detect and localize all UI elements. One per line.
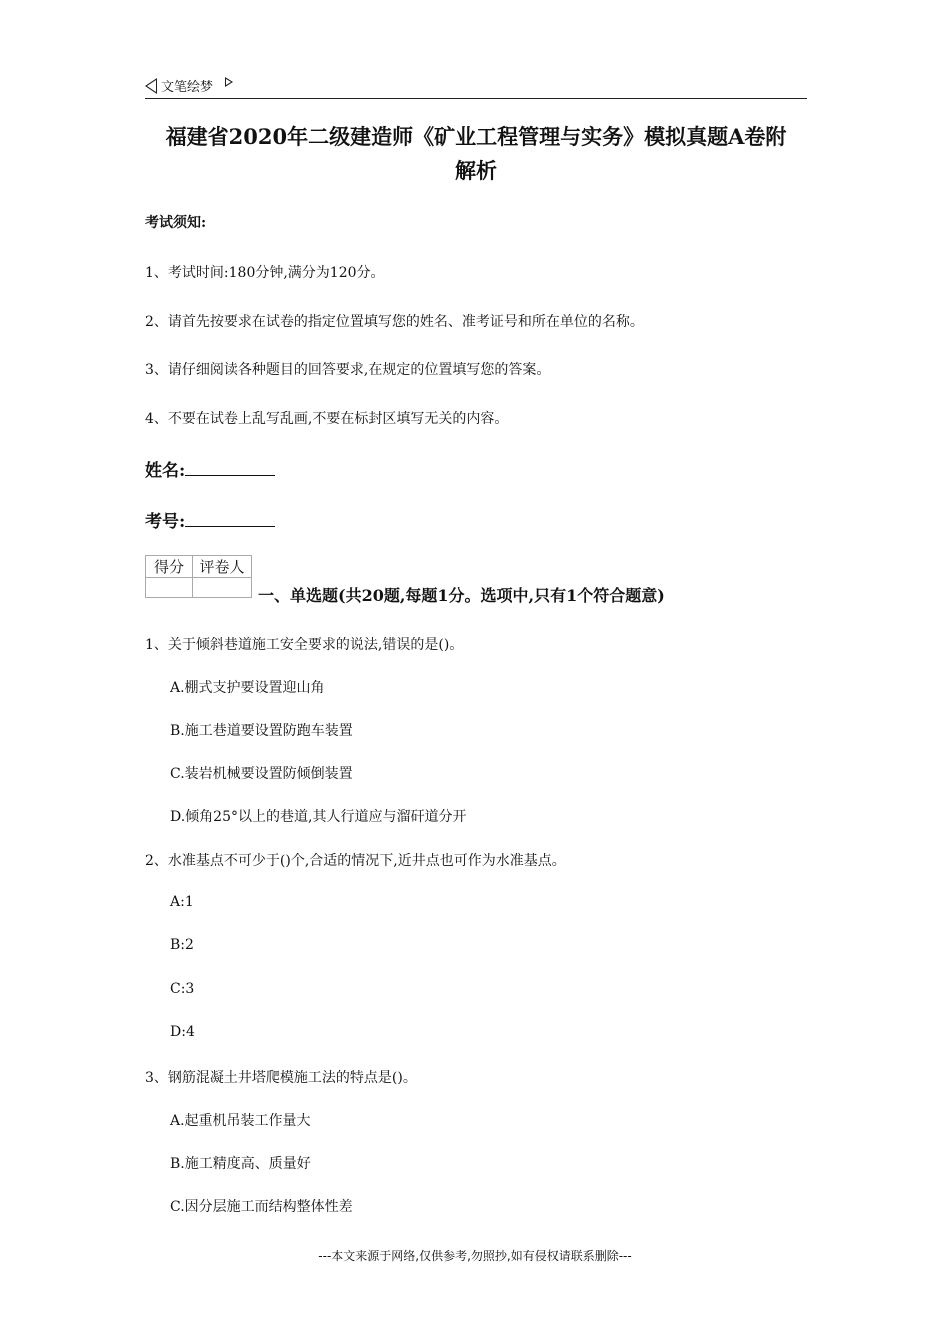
page-header: [145, 74, 807, 99]
question-1-stem: 1、关于倾斜巷道施工安全要求的说法,错误的是()。: [145, 637, 464, 653]
q2-option-d: D:4: [170, 1024, 195, 1040]
grader-cell[interactable]: [193, 578, 252, 598]
score-cell[interactable]: [146, 578, 193, 598]
notice-item-3: 3、请仔细阅读各种题目的回答要求,在规定的位置填写您的答案。: [145, 362, 551, 378]
notice-item-1: 1、考试时间:180分钟,满分为120分。: [145, 265, 385, 281]
notice-heading: 考试须知:: [145, 215, 207, 231]
document-title: [145, 120, 807, 188]
triangle-right-icon: [225, 77, 233, 87]
score-header: 得分: [146, 556, 193, 578]
q2-option-b: B:2: [170, 937, 194, 953]
title-line-1: 福建省2020年二级建造师《矿业工程管理与实务》模拟真题A卷附: [165, 124, 787, 149]
title-line-2: 解析: [455, 158, 497, 183]
question-3-stem: 3、钢筋混凝土井塔爬模施工法的特点是()。: [145, 1070, 417, 1086]
q3-option-a: A.起重机吊装工作量大: [170, 1113, 311, 1129]
number-field: [145, 507, 275, 532]
q1-option-d: D.倾角25°以上的巷道,其人行道应与溜矸道分开: [170, 809, 467, 825]
notice-item-4: 4、不要在试卷上乱写乱画,不要在标封区填写无关的内容。: [145, 411, 509, 427]
footer-disclaimer: ---本文来源于网络,仅供参考,勿照抄,如有侵权请联系删除---: [318, 1249, 632, 1263]
name-blank[interactable]: [185, 461, 275, 476]
q2-option-c: C:3: [170, 981, 195, 997]
question-2-stem: 2、水准基点不可少于()个,合适的情况下,近井点也可作为水准基点。: [145, 853, 566, 869]
brand: [145, 76, 233, 95]
q1-option-a: A.棚式支护要设置迎山角: [170, 680, 325, 696]
number-label: 考号:: [145, 512, 186, 532]
name-field: [145, 456, 275, 481]
triangle-left-icon: [145, 78, 157, 94]
brand-name: 文笔绘梦: [161, 80, 214, 95]
q3-option-c: C.因分层施工而结构整体性差: [170, 1199, 353, 1215]
q1-option-c: C.装岩机械要设置防倾倒装置: [170, 766, 353, 782]
q2-option-a: A:1: [170, 894, 194, 910]
section-title: 一、单选题(共20题,每题1分。选项中,只有1个符合题意): [258, 586, 665, 605]
name-label: 姓名:: [145, 461, 186, 481]
grader-header: 评卷人: [193, 556, 252, 578]
score-table: [145, 555, 252, 598]
notice-item-2: 2、请首先按要求在试卷的指定位置填写您的姓名、准考证号和所在单位的名称。: [145, 314, 644, 330]
number-blank[interactable]: [185, 512, 275, 527]
q1-option-b: B.施工巷道要设置防跑车装置: [170, 723, 353, 739]
q3-option-b: B.施工精度高、质量好: [170, 1156, 311, 1172]
